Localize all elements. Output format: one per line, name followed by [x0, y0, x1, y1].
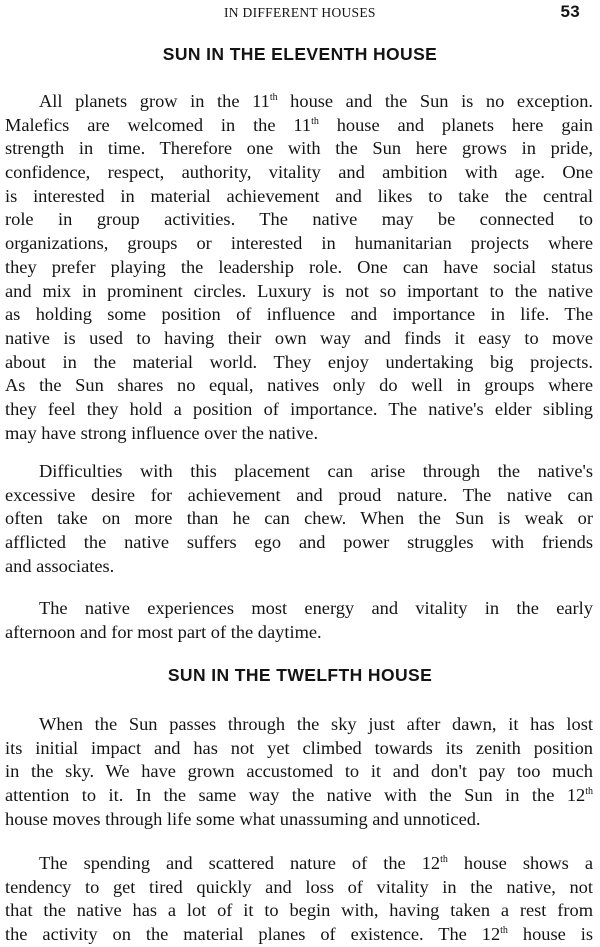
text-line	[5, 351, 593, 375]
text-line	[5, 507, 593, 531]
text-line	[5, 899, 593, 923]
text-segment: excessive desire for achievement and proud nature. The native can	[5, 484, 593, 505]
paragraph	[5, 597, 593, 644]
text-segment: Malefics are welcomed in the 11	[5, 114, 312, 135]
text-line	[5, 460, 593, 484]
text-segment: is interested in material achievement and likes to take the central	[5, 185, 593, 206]
text-segment: the activity on the material planes of existence. The 12	[5, 924, 501, 945]
text-line	[5, 760, 593, 784]
text-line	[5, 90, 593, 114]
text-segment: house moves through life some what unassuming and unnoticed.	[5, 808, 481, 829]
page-number: 53	[560, 2, 580, 21]
paragraph	[5, 90, 593, 445]
text-segment: afflicted the native suffers ego and power struggles with friends	[5, 532, 593, 553]
text-segment: that the native has a lot of it to begin with, having taken a rest from	[5, 900, 593, 921]
section-heading-eleventh-house: SUN IN THE ELEVENTH HOUSE	[162, 44, 438, 64]
text-segment: its initial impact and has not yet climbed towards its zenith position	[5, 737, 593, 758]
text-line	[5, 327, 593, 351]
text-line	[5, 621, 593, 645]
text-segment: and mix in prominent circles. Luxury is not so important to the native	[5, 280, 593, 301]
text-segment: house is	[507, 924, 593, 945]
text-segment: house and the Sun is no exception.	[277, 91, 593, 111]
text-line	[5, 137, 593, 161]
text-segment: may have strong influence over the native.	[5, 422, 319, 443]
text-segment: in the sky. We have grown accustomed to it and don't pay too much	[5, 761, 593, 782]
text-segment: The native experiences most energy and vitality in the early	[39, 598, 593, 618]
text-segment: attention to it. In the same way the native with the Sun in the 12	[5, 785, 586, 806]
text-segment: often take on more than he can chew. When the Sun is weak or	[5, 508, 593, 529]
paragraph	[5, 713, 593, 831]
text-segment: they feel they hold a position of importance. The native's elder sibling	[5, 398, 593, 419]
ordinal-suffix: th	[500, 925, 508, 937]
text-line	[5, 303, 593, 327]
text-line	[5, 852, 593, 876]
text-segment: and associates.	[5, 555, 115, 576]
text-segment: native is used to having their own way and finds it easy to move	[5, 327, 593, 348]
ordinal-suffix: th	[440, 854, 448, 865]
text-segment: about in the material world. They enjoy undertaking big projects.	[5, 351, 593, 372]
running-header	[0, 2, 600, 26]
text-line	[5, 484, 593, 508]
text-line	[5, 923, 593, 947]
text-segment: confidence, respect, authority, vitality and ambition with age. One	[5, 162, 593, 183]
paragraph	[5, 460, 593, 578]
text-segment: organizations, groups or interested in humanitarian projects where	[5, 233, 593, 254]
text-line	[5, 737, 593, 761]
text-segment: as holding some position of influence and importance in life. The	[5, 304, 593, 325]
text-line	[5, 374, 593, 398]
running-title: IN DIFFERENT HOUSES	[224, 5, 376, 20]
text-line	[5, 232, 593, 256]
ordinal-suffix: th	[585, 786, 593, 798]
text-segment: role in group activities. The native may be connected to	[5, 209, 593, 230]
text-segment: As the Sun shares no equal, natives only do well in groups where	[5, 375, 593, 396]
text-line	[5, 784, 593, 808]
text-segment: afternoon and for most part of the daytime.	[5, 621, 322, 642]
paragraph	[5, 852, 593, 947]
text-line	[5, 808, 593, 832]
text-line	[5, 208, 593, 232]
text-line	[5, 161, 593, 185]
text-line	[5, 185, 593, 209]
text-line	[5, 597, 593, 621]
text-segment: tendency to get tired quickly and loss of vitality in the native, not	[5, 876, 593, 897]
ordinal-suffix: th	[269, 92, 278, 103]
text-line	[5, 876, 593, 900]
text-line	[5, 114, 593, 138]
ordinal-suffix: th	[311, 115, 319, 127]
text-segment: house shows a	[447, 853, 593, 873]
text-segment: When the Sun passes through the sky just after dawn, it has lost	[39, 714, 593, 734]
text-line	[5, 422, 593, 446]
text-line	[5, 256, 593, 280]
text-segment: strength in time. Therefore one with the Sun here grows in pride,	[5, 138, 593, 159]
text-line	[5, 555, 593, 579]
text-segment: Difficulties with this placement can arise through the native's	[39, 461, 593, 481]
text-segment: The spending and scattered nature of the 12	[39, 853, 441, 873]
text-segment: they prefer playing the leadership role. One can have social status	[5, 256, 593, 277]
text-line	[5, 280, 593, 304]
text-line	[5, 531, 593, 555]
text-segment: All planets grow in the 11	[39, 91, 270, 111]
text-line	[5, 398, 593, 422]
text-line	[5, 713, 593, 737]
text-segment: house and planets here gain	[318, 114, 593, 135]
section-heading-twelfth-house: SUN IN THE TWELFTH HOUSE	[167, 665, 433, 685]
